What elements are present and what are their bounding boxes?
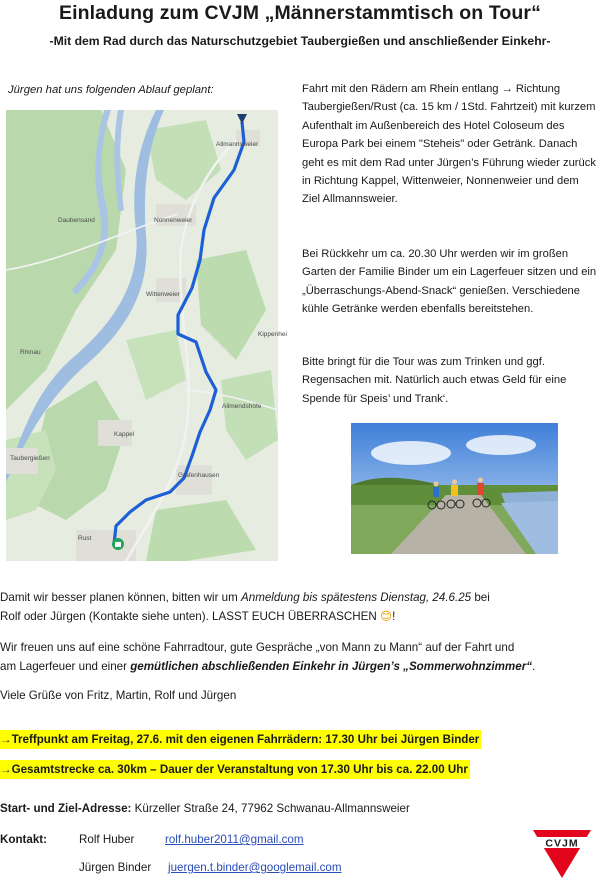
map-label-kippenheim: Kippenhei (258, 331, 287, 338)
smile-icon: 😊 (379, 610, 393, 623)
cyclists-photo-graphic (351, 423, 558, 554)
distance-highlight: →Gesamtstrecke ca. 30km – Dauer der Veranstaltung von 17.30 Uhr bis ca. 22.00 Uhr (0, 760, 470, 779)
route-map-graphic (6, 110, 287, 561)
map-label-kappel: Kappel (114, 431, 135, 438)
contact-row (0, 833, 520, 861)
invite-paragraph: Wir freuen uns auf eine schöne Fahrradtour, gute Gespräche „von Mann zu Mann“ auf der Fahrt und am Lagerfeuer und einer gemütlichen abschließenden Einkehr in Jürgen’s „Sommerwohnzimmer“. (0, 641, 536, 673)
map-caption: Jürgen hat uns folgenden Ablauf geplant: (8, 84, 214, 96)
address-label: Start- und Ziel-Adresse: (0, 802, 132, 815)
registration-paragraph: Damit wir besser planen können, bitten wir um Anmeldung bis spätestens Dienstag, 24.6.25 bei Rolf oder Jürgen (Kontakte siehe unten). LASST EUCH ÜBERRASCHEN 😊! (0, 591, 490, 623)
page-subtitle: -Mit dem Rad durch das Naturschutzgebiet Taubergießen und anschließender Einkehr- (49, 34, 551, 48)
map-label-rust: Rust (78, 535, 92, 542)
registration-deadline: Anmeldung bis spätestens Dienstag, 24.6.25 (241, 591, 472, 604)
contact-name: Rolf Huber (79, 833, 135, 846)
contact-name: Jürgen Binder (79, 861, 152, 874)
map-label-nonnenweier: Nonnenweier (154, 217, 193, 224)
page-title: Einladung zum CVJM „Männerstammtisch on Tour“ (59, 2, 541, 24)
contact-label: Kontakt: (0, 833, 48, 846)
contact-email-link[interactable]: rolf.huber2011@gmail.com (165, 833, 304, 846)
meeting-highlight: →Treffpunkt am Freitag, 27.6. mit den eigenen Fahrrädern: 17.30 Uhr bei Jürgen Binder (0, 730, 481, 749)
map-label-rhinau: Rhinau (20, 349, 41, 356)
cvjm-logo-text: CVJM (545, 837, 579, 850)
map-label-daubensand: Daubensand (58, 217, 95, 224)
greeting: Viele Grüße von Fritz, Martin, Rolf und Jürgen (0, 689, 237, 702)
address-line (0, 802, 410, 815)
plan-paragraph-bring: Bitte bringt für die Tour was zum Trinken und ggf. Regensachen mit. Natürlich auch etwas Geld für eine Spende für Speis’ und Trank‘. (302, 356, 567, 405)
cvjm-logo-graphic (531, 828, 593, 880)
map-label-allmendshofe: Allmendshöfe (222, 403, 262, 410)
contact-email-link[interactable]: juergen.t.binder@googlemail.com (168, 861, 342, 874)
contact-row (0, 861, 520, 889)
cyclists-photo (351, 423, 558, 554)
plan-paragraph-return: Bei Rückkehr um ca. 20.30 Uhr werden wir im großen Garten der Familie Binder um ein Lagerfeuer sitzen und ein „Überraschungs-Abend-Snack“ genießen. Verschiedene kühle Getränke werden ebenfalls bereitstehen. (302, 248, 597, 316)
map-label-wittenweier: Wittenweier (146, 291, 180, 298)
map-label-taubergiessen: Taubergießen (10, 455, 50, 462)
map-label-allmannsweier: Allmannsweier (216, 141, 259, 148)
plan-paragraph-route: Fahrt mit den Rädern am Rhein entlang → Richtung Taubergießen/Rust (ca. 15 km / 1Std. Fahrtzeit) mit kurzem Aufenthalt im Außenbereich des Hotel Coloseum des Europa Park bei einem "Steheis" oder Getränk. Danach geht es mit dem Rad unter Jürgen’s Führung wieder zurück in Richtung Kappel, Wittenweier, Nonnenweier und dem Ziel Allmannsweier. (302, 83, 596, 206)
invite-emphasis: gemütlichen abschließenden Einkehr in Jürgen’s „Sommerwohnzimmer“ (130, 660, 532, 673)
route-map (6, 110, 287, 561)
cvjm-logo (531, 828, 593, 880)
contact-block (0, 833, 520, 889)
address-value: Kürzeller Straße 24, 77962 Schwanau-Allmannsweier (131, 802, 410, 815)
map-label-grafenhausen: Grafenhausen (178, 472, 220, 479)
